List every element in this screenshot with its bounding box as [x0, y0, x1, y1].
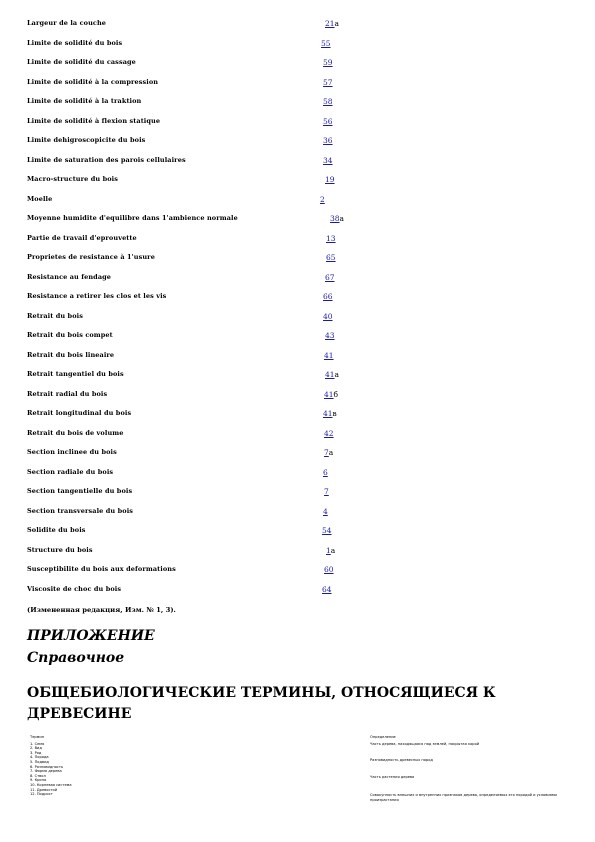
page-suffix: а: [334, 370, 340, 379]
index-row: [27, 505, 567, 525]
term-item: 4. Порода: [30, 755, 49, 760]
index-page-ref: [323, 78, 333, 87]
index-page-ref: [323, 292, 333, 301]
terms-list: [30, 742, 350, 797]
page-link[interactable]: 13: [326, 233, 336, 243]
index-term: Largeur de la couche: [27, 19, 107, 27]
index-row: [27, 407, 567, 427]
index-row: [27, 154, 567, 174]
page-link[interactable]: 6: [323, 467, 328, 477]
index-term: Retrait radial du bois: [27, 389, 108, 398]
index-term: Retrait longitudinal du bois: [27, 409, 132, 417]
column-header-definition: Определение: [370, 735, 396, 739]
page-link[interactable]: 1: [326, 545, 331, 555]
index-row: [27, 232, 567, 252]
index-term: Section inclinee du bois: [27, 448, 117, 456]
index-page-ref: [325, 331, 335, 340]
index-row: [27, 524, 567, 544]
definition: Совокупность внешних и внутренних признаков дерева, определяемых его породой и условиями произрастания: [370, 793, 557, 802]
appendix-title: ПРИЛОЖЕНИЕ: [27, 628, 155, 644]
index-row: [27, 544, 567, 564]
index-row: [27, 466, 567, 486]
page-link[interactable]: 67: [325, 272, 335, 282]
index-term: Limite de solidité à la traktion: [27, 97, 142, 105]
index-term: Retrait du bois compet: [27, 331, 113, 339]
index-page-ref: [324, 390, 338, 399]
definition: Разновидность древесных пород: [370, 758, 433, 763]
index-term: Moyenne humidite d'equilibre dans 1'ambience normale: [27, 214, 238, 222]
page-link[interactable]: 64: [322, 584, 332, 594]
index-term: Section tangentielle du bois: [27, 487, 133, 495]
index-term: Limite de solidité à flexion statique: [27, 116, 161, 125]
page-link[interactable]: 4: [323, 506, 328, 516]
page-link[interactable]: 58: [323, 97, 333, 106]
index-row: [27, 368, 567, 388]
page-link[interactable]: 66: [323, 292, 333, 301]
index-row: [27, 271, 567, 291]
index-term: Solidite du bois: [27, 526, 86, 534]
page-link[interactable]: 41: [325, 370, 335, 379]
page-link[interactable]: 2: [320, 194, 325, 204]
index-page-ref: [321, 39, 331, 48]
index-page-ref: [326, 253, 336, 262]
index-row: [27, 427, 567, 447]
page-suffix: а: [339, 214, 345, 223]
index-row: [27, 290, 567, 310]
index-term: Structure du bois: [27, 545, 93, 554]
definition: Часть растения дерева: [370, 774, 415, 779]
index-row: [27, 583, 567, 603]
index-row: [27, 37, 567, 57]
page-link[interactable]: 60: [324, 565, 334, 574]
index-page-ref: [326, 234, 336, 243]
page-suffix: а: [328, 448, 334, 457]
index-term: Limite dehigroscopicite du bois: [27, 136, 146, 144]
term-item: 9. Крона: [30, 778, 47, 783]
index-page-ref: [323, 117, 333, 126]
page-link[interactable]: 41: [324, 389, 334, 399]
index-page-ref: [324, 429, 334, 438]
index-row: [27, 310, 567, 330]
page-link[interactable]: 65: [326, 253, 336, 262]
terms-column: [30, 735, 350, 797]
definitions-column: [370, 735, 570, 803]
index-row: [27, 115, 567, 135]
index-term: Retrait du bois: [27, 311, 83, 320]
index-page-ref: [325, 175, 335, 184]
page-link[interactable]: 38: [330, 214, 340, 223]
index-page-ref: [324, 351, 334, 360]
term-item: 6. Разновидность: [30, 764, 64, 769]
page-suffix: в: [332, 409, 337, 418]
page-link[interactable]: 7: [324, 487, 329, 496]
index-page-ref: [323, 468, 328, 477]
index-row: [27, 485, 567, 505]
index-page-ref: [325, 273, 335, 282]
term-item: 11. Древостой: [30, 787, 58, 792]
term-item: 8. Ствол: [30, 773, 46, 778]
appendix-subtitle: Справочное: [27, 650, 125, 666]
index-page-ref: [324, 448, 333, 457]
index-page-ref: [322, 585, 332, 594]
index-page-ref: [323, 156, 333, 165]
index-row: [27, 446, 567, 466]
page-suffix: б: [333, 389, 339, 399]
index-page-ref: [323, 58, 333, 67]
index-row: [27, 173, 567, 193]
section-heading: ОБЩЕБИОЛОГИЧЕСКИЕ ТЕРМИНЫ, ОТНОСЯЩИЕСЯ К ДРЕВЕСИНЕ: [27, 685, 496, 722]
page-link[interactable]: 21: [325, 19, 335, 28]
index-page-ref: [324, 565, 334, 574]
term-item: 2. Вид: [30, 746, 42, 751]
index-term: Partie de travail d'eprouvette: [27, 233, 137, 242]
page-link[interactable]: 54: [322, 526, 332, 535]
page-link[interactable]: 19: [325, 175, 335, 184]
page-link[interactable]: 34: [323, 155, 333, 165]
term-item: 10. Корневая система: [30, 782, 72, 787]
page-suffix: а: [330, 545, 336, 555]
page-link[interactable]: 57: [323, 77, 333, 87]
index-term: Section radiale du bois: [27, 467, 114, 476]
index-term: Resistance au fendage: [27, 272, 112, 281]
term-item: 3. Род: [30, 750, 42, 755]
index-row: [27, 193, 567, 213]
index-page-ref: [330, 214, 344, 223]
page-link[interactable]: 41: [324, 350, 334, 360]
index-term: Limite de solidité à la compression: [27, 77, 159, 86]
page-link[interactable]: 56: [323, 116, 333, 126]
page-suffix: а: [334, 19, 340, 28]
index-page-ref: [322, 526, 332, 535]
index-page-ref: [320, 195, 325, 204]
index-term: Moelle: [27, 194, 53, 203]
index-term: Susceptibilite du bois aux deformations: [27, 565, 176, 573]
index-term: Retrait du bois lineaire: [27, 350, 115, 359]
index-page-ref: [323, 136, 333, 145]
term-item: 1. Семя: [30, 741, 45, 746]
index-page-ref: [323, 409, 337, 418]
index-page-ref: [323, 507, 328, 516]
index-row: [27, 563, 567, 583]
index-row: [27, 95, 567, 115]
index-term: Resistance a retirer les clos et les vis: [27, 292, 167, 300]
page-link[interactable]: 7: [324, 448, 329, 457]
page-link[interactable]: 40: [323, 311, 333, 321]
index-page-ref: [324, 487, 329, 496]
page-link[interactable]: 36: [323, 136, 333, 145]
index-term: Proprietes de resistance à 1'usure: [27, 253, 155, 261]
index-term: Limite de solidité du bois: [27, 38, 123, 47]
index-row: [27, 212, 567, 232]
revision-note: (Измененная редакция, Изм. № 1, 3).: [27, 606, 176, 614]
term-index: [27, 17, 567, 602]
index-term: Viscosite de choc du bois: [27, 584, 122, 593]
index-row: [27, 251, 567, 271]
index-page-ref: [323, 97, 333, 106]
index-row: [27, 349, 567, 369]
index-row: [27, 329, 567, 349]
page-link[interactable]: 55: [321, 38, 331, 48]
index-term: Limite de solidité du cassage: [27, 58, 136, 66]
index-row: [27, 134, 567, 154]
term-item: 12. Подрост: [30, 792, 53, 797]
index-row: [27, 76, 567, 96]
page-link[interactable]: 59: [323, 58, 333, 67]
index-page-ref: [325, 19, 339, 28]
index-term: Macro-structure du bois: [27, 175, 118, 183]
index-page-ref: [325, 370, 339, 379]
index-page-ref: [323, 312, 333, 321]
column-header-term: Термин: [30, 735, 45, 739]
index-row: [27, 56, 567, 76]
term-item: 5. Подвид: [30, 759, 49, 764]
page-link[interactable]: 43: [325, 331, 335, 340]
definition: Часть дерева, находящаяся над землей, покрытая корой: [370, 741, 480, 746]
term-item: 7. Форма дерева: [30, 769, 62, 774]
index-term: Retrait tangentiel du bois: [27, 370, 124, 378]
index-row: [27, 17, 567, 37]
page-link[interactable]: 41: [323, 409, 333, 418]
index-term: Section transversale du bois: [27, 506, 134, 515]
index-term: Limite de saturation des parois cellulaires: [27, 155, 186, 164]
index-term: Retrait du bois de volume: [27, 428, 124, 437]
index-row: [27, 388, 567, 408]
page-link[interactable]: 42: [324, 428, 334, 438]
index-page-ref: [326, 546, 335, 555]
